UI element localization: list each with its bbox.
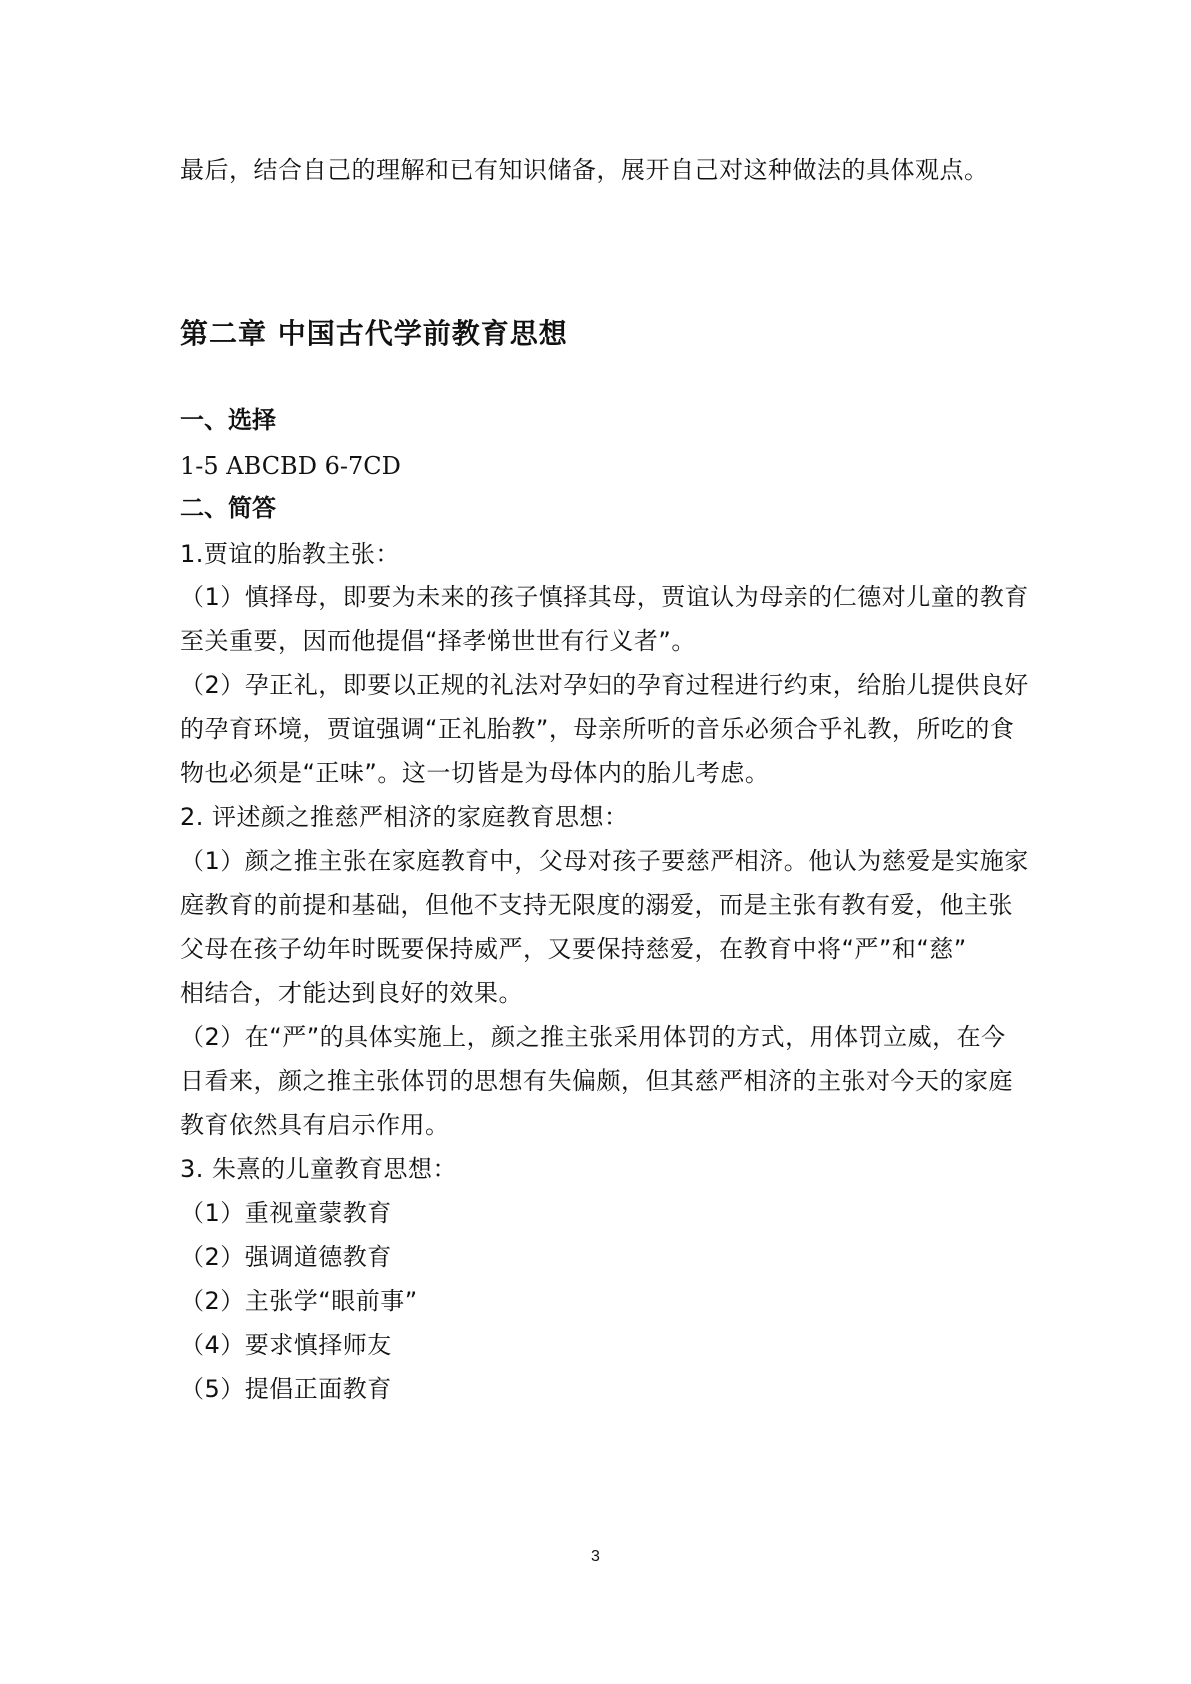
choice-answers: 1-5 ABCBD 6-7CD bbox=[180, 452, 401, 480]
list-item: （5）提倡正面教育 bbox=[180, 1375, 392, 1403]
question-2-title: 2. 评述颜之推慈严相济的家庭教育思想： bbox=[180, 803, 629, 831]
intro-paragraph: 最后，结合自己的理解和已有知识储备，展开自己对这种做法的具体观点。 bbox=[180, 156, 989, 184]
answer-line: （1）慎择母，即要为未来的孩子慎择其母，贾谊认为母亲的仁德对儿童的教育 bbox=[180, 583, 1029, 611]
answer-line: 的孕育环境，贾谊强调“正礼胎教”，母亲所听的音乐必须合乎礼教，所吃的食 bbox=[180, 715, 1015, 743]
answer-line: 日看来，颜之推主张体罚的思想有失偏颇，但其慈严相济的主张对今天的家庭 bbox=[180, 1067, 1013, 1095]
list-item: （2）主张学“眼前事” bbox=[180, 1287, 418, 1315]
page-number: 3 bbox=[591, 1548, 600, 1565]
answer-line: 相结合，才能达到良好的效果。 bbox=[180, 979, 523, 1007]
answer-line: 至关重要，因而他提倡“择孝悌世世有行义者”。 bbox=[180, 627, 696, 655]
answer-line: 庭教育的前提和基础，但他不支持无限度的溺爱，而是主张有教有爱，他主张 bbox=[180, 891, 1013, 919]
question-3-title: 3. 朱熹的儿童教育思想： bbox=[180, 1155, 458, 1183]
section-heading-choice: 一、选择 bbox=[180, 406, 276, 434]
answer-line: 父母在孩子幼年时既要保持威严，又要保持慈爱，在教育中将“严”和“慈” bbox=[180, 935, 967, 963]
section-heading-short-answer: 二、简答 bbox=[180, 494, 276, 522]
answer-line: （1）颜之推主张在家庭教育中，父母对孩子要慈严相济。他认为慈爱是实施家 bbox=[180, 847, 1029, 875]
answer-line: （2）孕正礼，即要以正规的礼法对孕妇的孕育过程进行约束，给胎儿提供良好 bbox=[180, 671, 1029, 699]
answer-line: 物也必须是“正味”。这一切皆是为母体内的胎儿考虑。 bbox=[180, 759, 770, 787]
list-item: （2）强调道德教育 bbox=[180, 1243, 392, 1271]
answer-line: （2）在“严”的具体实施上，颜之推主张采用体罚的方式，用体罚立威，在今 bbox=[180, 1023, 1006, 1051]
answer-line: 教育依然具有启示作用。 bbox=[180, 1111, 450, 1139]
question-1-title: 1.贾谊的胎教主张： bbox=[180, 540, 400, 568]
chapter-title: 第二章 中国古代学前教育思想 bbox=[180, 317, 568, 350]
list-item: （4）要求慎择师友 bbox=[180, 1331, 392, 1359]
list-item: （1）重视童蒙教育 bbox=[180, 1199, 392, 1227]
